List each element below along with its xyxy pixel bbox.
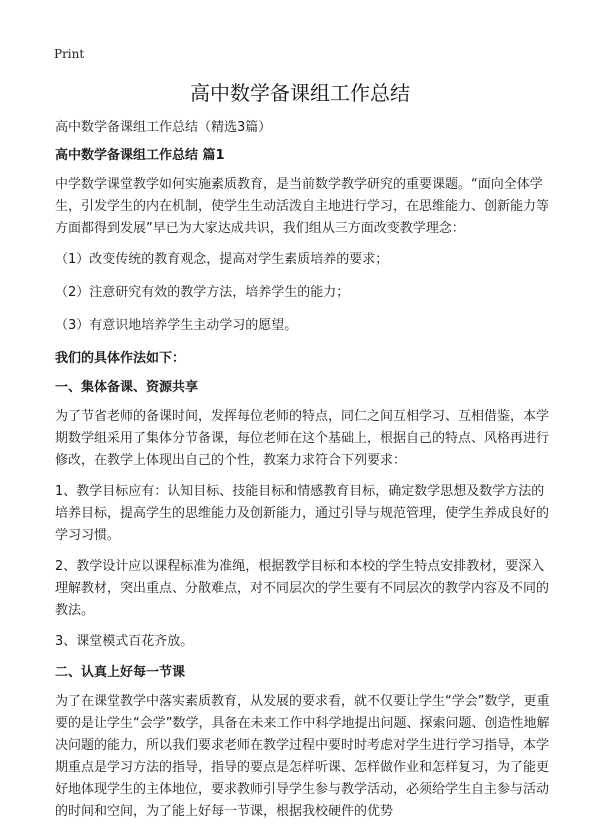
list-item: （1）改变传统的教育观念，提高对学生素质培养的要求； (55, 252, 389, 267)
practice-heading: 我们的具体作法如下： (55, 351, 186, 366)
list-item: （3）有意识地培养学生主动学习的愿望。 (55, 318, 298, 333)
intro-paragraph: 中学数学课堂教学如何实施素质教育，是当前数学教学研究的重要课题。“面向全体学生，引发学生的内在机制，使学生生动活泼自主地进行学习，在思维能力、创新能力等方面都得到发展”早已为大家达成共识，我们组从三方面改变教学理念： (55, 177, 550, 236)
section-heading: 高中数学备课组工作总结 篇1 (55, 148, 225, 163)
part2-heading: 二、认真上好每一节课 (55, 665, 186, 680)
part1-paragraph: 为了节省老师的备课时间，发挥每位老师的特点，同仁之间互相学习、互相借鉴，本学期数学组采用了集体分节备课，每位老师在这个基础上，根据自己的特点、风格再进行修改，在教学上体现出自己的个性，教案力求符合下列要求： (55, 409, 550, 468)
list-item: （2）注意研究有效的教学方法，培养学生的能力； (55, 285, 350, 300)
print-label: Print (54, 47, 85, 61)
part2-paragraph: 为了在课堂教学中落实素质教育，从发展的要求看，就不仅要让学生“学会”数学，更重要的是让学生“会学”数学，具备在未来工作中科学地提出问题、探索问题、创造性地解决问题的能力，所以我们要求老师在教学过程中要时时考虑对学生进行学习指导，本学期重点是学习方法的指导，指导的要点是怎样听课、怎样做作业和怎样复习，为了能更好地体现学生的主体地位，要求教师引导学生参与教学活动，必须给学生自主参与活动的时间和空间，为了能上好每一节课，根据我校硬件的优势 (55, 694, 550, 819)
document-body (55, 117, 553, 832)
requirement-3: 3、课堂模式百花齐放。 (55, 634, 194, 649)
part1-heading: 一、集体备课、资源共享 (55, 380, 199, 395)
requirement-2: 2、教学设计应以课程标准为准绳，根据教学目标和本校的学生特点安排教材，要深入理解教材，突出重点、分散难点，对不同层次的学生要有不同层次的教学内容及不同的教法。 (55, 559, 550, 618)
page-title: 高中数学备课组工作总结 (190, 81, 410, 105)
requirement-1: 1、教学目标应有：认知目标、技能目标和情感教育目标，确定数学思想及数学方法的培养目标，提高学生的思维能力及创新能力，通过引导与规范管理，使学生养成良好的学习习惯。 (55, 484, 550, 543)
subtitle: 高中数学备课组工作总结（精选3篇） (55, 120, 272, 135)
